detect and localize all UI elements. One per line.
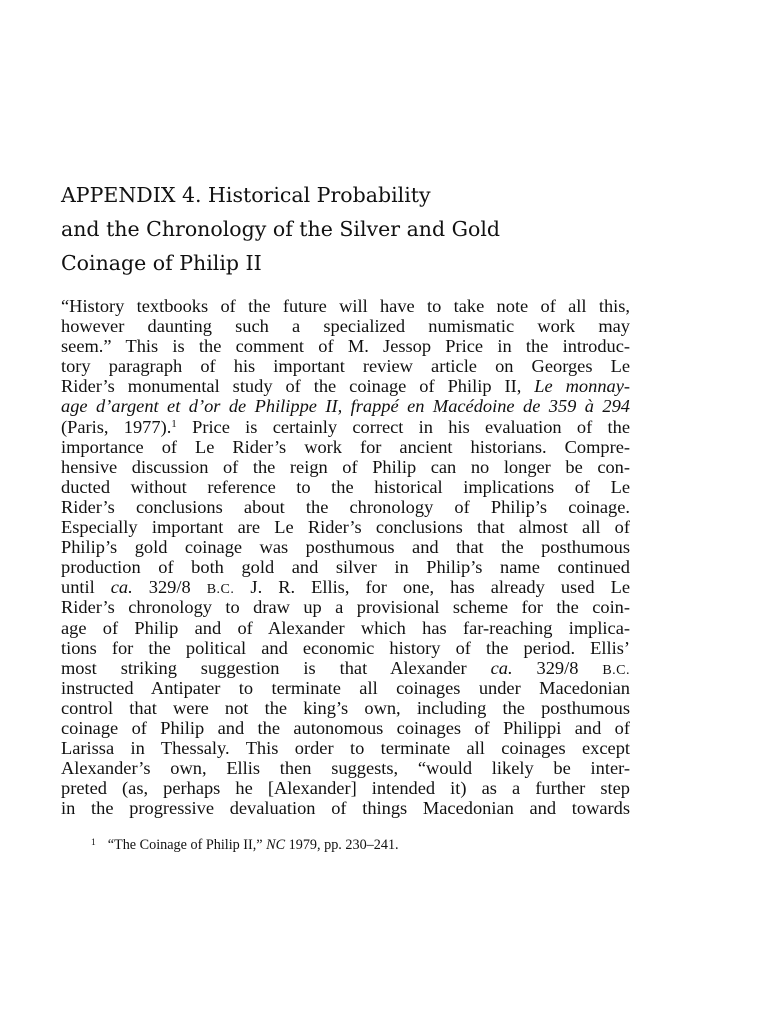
- body-line: tions for the political and economic history of the period. Ellis’: [61, 637, 630, 658]
- body-text-run: 329/8: [512, 657, 603, 678]
- body-line: in the progressive devaluation of things Macedonian and towards: [61, 798, 630, 819]
- body-text-run: most striking suggestion is that Alexander: [61, 657, 491, 678]
- body-line: [61, 376, 630, 396]
- journal-abbrev-italic: NC: [266, 837, 286, 853]
- footnote-reference: 1: [171, 417, 177, 430]
- body-line: coinage of Philip and the autonomous coinages of Philippi and of: [61, 717, 630, 738]
- body-text-run: until: [61, 577, 111, 598]
- body-line: Rider’s conclusions about the chronology of Philip’s coinage.: [61, 496, 630, 517]
- body-line: “History textbooks of the future will have to take note of all this,: [61, 296, 630, 316]
- body-line: tory paragraph of his important review article on Georges Le: [61, 356, 630, 377]
- body-line: [61, 577, 630, 597]
- book-title-italic: Le monnay-: [534, 376, 630, 397]
- body-line: production of both gold and silver in Philip’s name continued: [61, 557, 630, 578]
- body-line: Alexander’s own, Ellis then suggests, “would likely be inter-: [61, 758, 630, 779]
- body-line: Especially important are Le Rider’s conclusions that almost all of: [61, 517, 630, 538]
- body-line: [61, 396, 630, 416]
- body-line: hensive discussion of the reign of Philip can no longer be con-: [61, 456, 630, 477]
- body-line: [61, 417, 630, 437]
- body-text-run: (Paris, 1977).: [61, 416, 172, 437]
- heading-line-2: and the Chronology of the Silver and Gold: [61, 217, 501, 241]
- body-text-run: J. R. Ellis, for one, has already used Le: [234, 577, 630, 598]
- appendix-heading: [61, 178, 661, 280]
- body-line: seem.” This is the comment of M. Jessop Price in the introduc-: [61, 336, 630, 357]
- body-line: instructed Antipater to terminate all coinages under Macedonian: [61, 677, 630, 698]
- footnote-mark: 1: [91, 838, 96, 848]
- circa-italic: ca.: [110, 577, 133, 598]
- footnote-text: 1979, pp. 230–241.: [285, 837, 399, 853]
- body-line: age of Philip and of Alexander which has far-reaching implica-: [61, 617, 630, 638]
- body-line: importance of Le Rider’s work for ancient historians. Compre-: [61, 436, 630, 457]
- book-title-italic: age d’argent et d’or de Philippe II, frappé en Macédoine de 359 à 294: [61, 396, 630, 417]
- body-line: ducted without reference to the historical implications of Le: [61, 476, 630, 497]
- body-line: Rider’s chronology to draw up a provisional scheme for the coin-: [61, 597, 630, 618]
- era-small-caps: B.C.: [206, 582, 235, 598]
- body-line: [61, 658, 630, 678]
- footnote: [91, 834, 631, 854]
- body-text-run: Rider’s monumental study of the coinage of Philip II,: [61, 376, 535, 397]
- body-line: control that were not the king’s own, including the posthumous: [61, 697, 630, 718]
- body-line: however daunting such a specialized numismatic work may: [61, 316, 630, 337]
- era-small-caps: B.C.: [602, 662, 631, 678]
- footnote-text: “The Coinage of Philip II,”: [107, 837, 267, 853]
- heading-line-3: Coinage of Philip II: [61, 251, 262, 275]
- body-line: Larissa in Thessaly. This order to terminate all coinages except: [61, 738, 630, 759]
- body-paragraph: [61, 296, 630, 818]
- heading-line-1: APPENDIX 4. Historical Probability: [61, 183, 431, 207]
- body-line: Philip’s gold coinage was posthumous and that the posthumous: [61, 537, 630, 558]
- circa-italic: ca.: [490, 657, 513, 678]
- body-line: preted (as, perhaps he [Alexander] intended it) as a further step: [61, 778, 630, 799]
- body-text-run: Price is certainly correct in his evaluation of the: [176, 416, 630, 437]
- body-text-run: 329/8: [132, 577, 207, 598]
